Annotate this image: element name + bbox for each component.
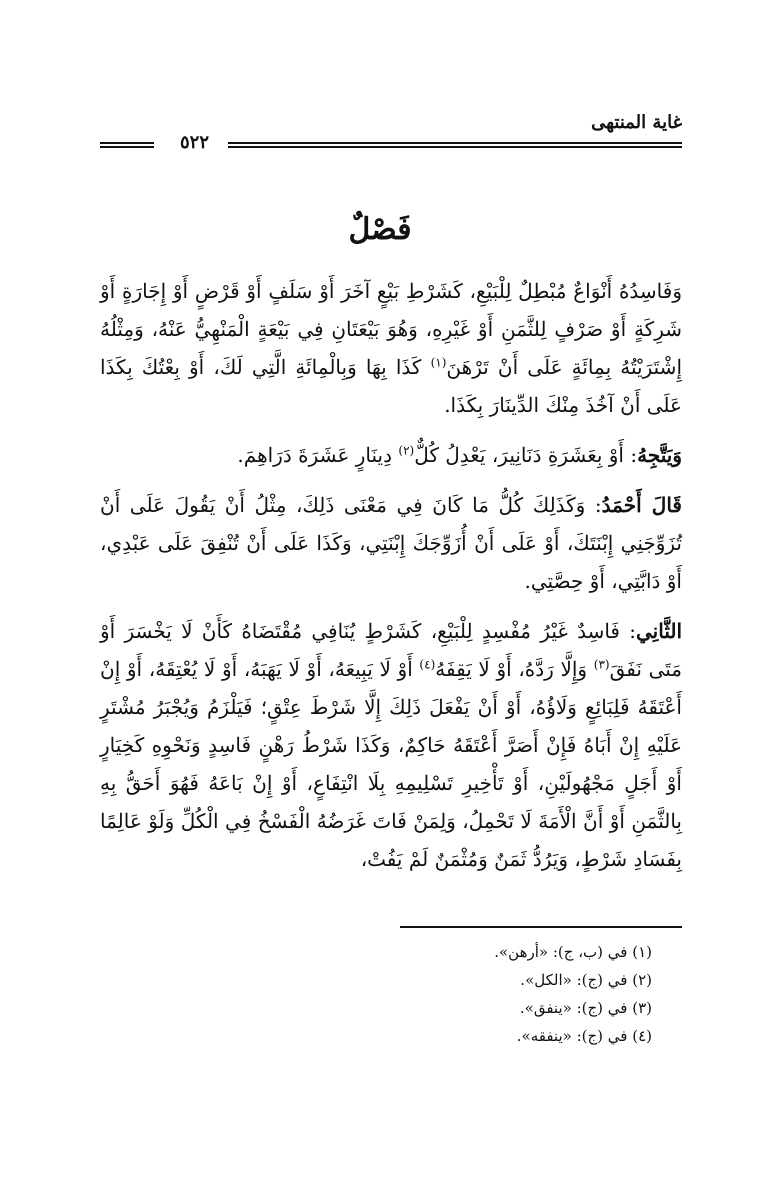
footnotes (100, 938, 682, 1050)
footnote-rule (400, 926, 682, 928)
paragraph-text: : وَكَذَلِكَ كُلُّ مَا كَانَ فِي مَعْنَى ذَلِكَ، مِثْلُ أَنْ يَقُولَ عَلَى أَنْ تُزَوِّجَنِي إِبْنَتَكَ، أَوْ عَلَى أَنْ أُزَوِّجَكَ إِبْنَتِي، وَكَذَا عَلَى أَنْ تُنْفِقَ عَلَى عَبْدِي، أَوْ دَابَّتِي، أَوْ حِصَّتِي. (100, 493, 682, 593)
paragraph-text: وَإِلَّا رَدَّهُ، أَوْ لَا يَقِفَهُ (435, 657, 594, 681)
section-title: فَصْلٌ (348, 212, 412, 247)
page-number: ٥٢٢ (180, 132, 210, 153)
footnote-ref: (١) (430, 355, 447, 370)
footnote: (١) في (ب، ج): «أرهن». (494, 943, 652, 961)
paragraph-1 (100, 272, 682, 424)
footnote: (٢) في (ج): «الكل». (520, 971, 652, 989)
footnote-ref: (٢) (398, 443, 415, 458)
paragraph-lead: وَيَتَّجِهُ (637, 443, 682, 467)
paragraph-lead: الثَّانِي (635, 619, 682, 643)
footnote-ref: (٤) (419, 657, 436, 672)
running-header (100, 112, 682, 152)
paragraph-text: دِينَارٍ عَشَرَةَ دَرَاهِمَ. (237, 443, 399, 467)
header-rule-short (100, 142, 154, 148)
main-text (100, 272, 682, 890)
paragraph-text: أَوْ لَا يَبِيعَهُ، أَوْ لَا يَهَبَهُ، أَوْ لَا يُعْتِقَهُ، أَوْ إِنْ أَعْتَقَهُ فَلِبَائِعٍ وَلَاؤُهُ، أَوْ أَنْ يَفْعَلَ ذَلِكَ إِلَّا شَرْطَ عِتْقٍ؛ فَيَلْزَمُ وَيُجْبَرُ مُشْتَرٍ عَلَيْهِ إِنْ أَبَاهُ فَإِنْ أَصَرَّ أَعْتَقَهُ حَاكِمٌ، وَكَذَا شَرْطُ رَهْنٍ فَاسِدٍ وَنَحْوِهِ كَخِيَارٍ أَوْ أَجَلٍ مَجْهُولَيْنِ، أَوْ تَأْخِيرِ تَسْلِيمِهِ بِلَا انْتِفَاعٍ، أَوْ إِنْ بَاعَهُ فَهُوَ أَحَقُّ بِهِ بِالثَّمَنِ أَوْ أَنَّ الْأَمَةَ لَا تَحْمِلُ، وَلِمَنْ فَاتَ غَرَضُهُ الْفَسْخُ فِي الْكُلِّ وَلَوْ عَالِمًا بِفَسَادِ شَرْطٍ، وَيَرُدُّ ثَمَنٌ وَمُثْمَنٌ لَمْ يَفُتْ، (100, 657, 682, 871)
paragraph-text: كَذَا بِهَا وَبِالْمِائَةِ الَّتِي لَكَ، أَوْ بِعْتُكَ بِكَذَا عَلَى أَنْ آخُذَ مِنْكَ الدِّينَارَ بِكَذَا. (100, 355, 682, 417)
footnote-ref: (٣) (593, 657, 610, 672)
footnote: (٣) في (ج): «ينفق». (519, 999, 652, 1017)
paragraph-text: : أَوْ بِعَشَرَةِ دَنَانِيرَ، يَعْدِلُ كُلٌّ (414, 443, 638, 467)
paragraph-2 (100, 436, 682, 474)
paragraph-text: وَفَاسِدُهُ أَنْوَاعٌ مُبْطِلٌ لِلْبَيْعِ، كَشَرْطِ بَيْعٍ آخَرَ أَوْ سَلَفٍ أَوْ قَرْضٍ أَوْ إِجَارَةٍ أَوْ شَرِكَةٍ أَوْ صَرْفٍ لِلثَّمَنِ أَوْ غَيْرِهِ، وَهُوَ بَيْعَتَانِ فِي بَيْعَةٍ الْمَنْهِيُّ عَنْهُ، وَمِثْلُهُ إِشْتَرَيْتُهُ بِمِائَةٍ عَلَى أَنْ تَرْهَنَ (100, 279, 682, 379)
paragraph-3 (100, 486, 682, 600)
paragraph-text: : فَاسِدٌ غَيْرُ مُفْسِدٍ لِلْبَيْعِ، كَشَرْطٍ يُنَافِي مُقْتَضَاهُ كَأَنْ لَا يَخْسَرَ أَوْ مَتَى نَفَقَ (100, 619, 683, 681)
footnote: (٤) في (ج): «ينفقه». (516, 1027, 652, 1045)
header-rule (228, 142, 682, 148)
paragraph-lead: قَالَ أَحْمَدُ (601, 493, 682, 517)
book-title: غاية المنتهى (591, 112, 682, 133)
paragraph-4 (100, 612, 682, 878)
